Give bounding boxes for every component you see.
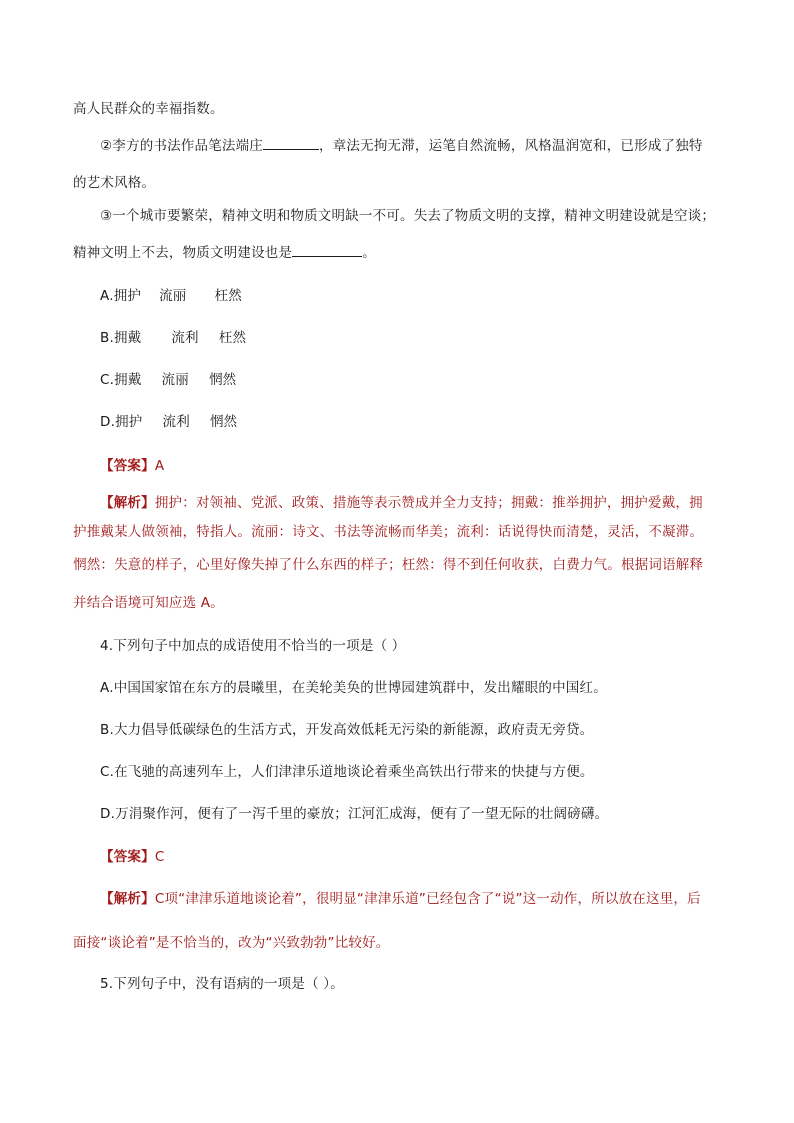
fill-blank (292, 244, 362, 257)
analysis-line: 并结合语境可知应选 A。 (73, 595, 224, 611)
option-b: B.大力倡导低碳绿色的生活方式，开发高效低耗无污染的新能源，政府责无旁贷。 (100, 722, 594, 738)
text-span: ②李方的书法作品笔法端庄 (100, 138, 264, 154)
option-word: 惘然 (209, 414, 238, 430)
text-span: 。 (362, 245, 376, 261)
answer-line (100, 457, 164, 475)
answer-value: C (154, 849, 165, 865)
option-label: B.拥戴 (100, 330, 142, 346)
option-word: 枉然 (218, 330, 247, 346)
option-c: C.在飞驰的高速列车上，人们津津乐道地谈论着乘坐高铁出行带来的快捷与方便。 (100, 764, 594, 780)
option-word: 流利 (162, 414, 190, 430)
answer-value: A (154, 458, 165, 474)
analysis-text: C项“津津乐道地谈论着”，很明显“津津乐道”已经包含了“说”这一动作，所以放在这里，后 (154, 891, 701, 907)
text-line (73, 244, 376, 262)
text-line: 的艺术风格。 (73, 175, 156, 191)
answer-tag: 【答案】 (100, 458, 155, 474)
option-word: 流利 (171, 330, 199, 346)
fill-blank (263, 137, 319, 150)
analysis-line: 面接“谈论着”是不恰当的，改为“兴致勃勃”比较好。 (73, 935, 390, 951)
option-label: A.拥护 (100, 288, 142, 304)
question-stem: 4.下列句子中加点的成语使用不恰当的一项是（ ） (100, 638, 406, 654)
text-span: ，章法无拘无滞，运笔自然流畅，风格温润宽和，已形成了独特 (319, 138, 703, 154)
option-d (100, 413, 237, 431)
text-line: 高人民群众的幸福指数。 (73, 101, 224, 117)
analysis-tag: 【解析】 (100, 495, 155, 511)
option-b (100, 329, 246, 347)
option-a: A.中国国家馆在东方的晨曦里，在美轮美奂的世博园建筑群中，发出耀眼的中国红。 (100, 680, 607, 696)
option-word: 流丽 (159, 288, 187, 304)
question-stem: 5.下列句子中，没有语病的一项是（ ）。 (100, 976, 344, 992)
option-label: C.拥戴 (100, 372, 142, 388)
analysis-tag: 【解析】 (100, 891, 155, 907)
answer-tag: 【答案】 (100, 849, 155, 865)
analysis-line: 惘然：失意的样子，心里好像失掉了什么东西的样子；枉然：得不到任何收获，白费力气。根据词语解释 (73, 557, 704, 573)
analysis-line: 护推戴某人做领袖，特指人。流丽：诗文、书法等流畅而华美；流利：话说得快而清楚，灵活，不凝滞。 (73, 524, 704, 540)
analysis-line (100, 890, 701, 908)
analysis-text: 拥护：对领袖、党派、政策、措施等表示赞成并全力支持；拥戴：推举拥护，拥护爱戴，拥 (154, 495, 703, 511)
option-label: D.拥护 (100, 414, 143, 430)
text-span: 精神文明上不去，物质文明建设也是 (73, 245, 293, 261)
option-a (100, 287, 242, 305)
option-word: 流丽 (161, 372, 189, 388)
text-line: ③一个城市要繁荣，精神文明和物质文明缺一不可。失去了物质文明的支撑，精神文明建设就是空谈； (100, 208, 716, 224)
option-word: 惘然 (208, 372, 237, 388)
answer-line (100, 848, 164, 866)
analysis-line (100, 494, 703, 512)
text-line (100, 137, 703, 155)
option-word: 枉然 (214, 288, 242, 304)
option-c (100, 371, 236, 389)
option-d: D.万涓聚作河，便有了一泻千里的豪放；江河汇成海，便有了一望无际的壮阔磅礴。 (100, 806, 609, 822)
